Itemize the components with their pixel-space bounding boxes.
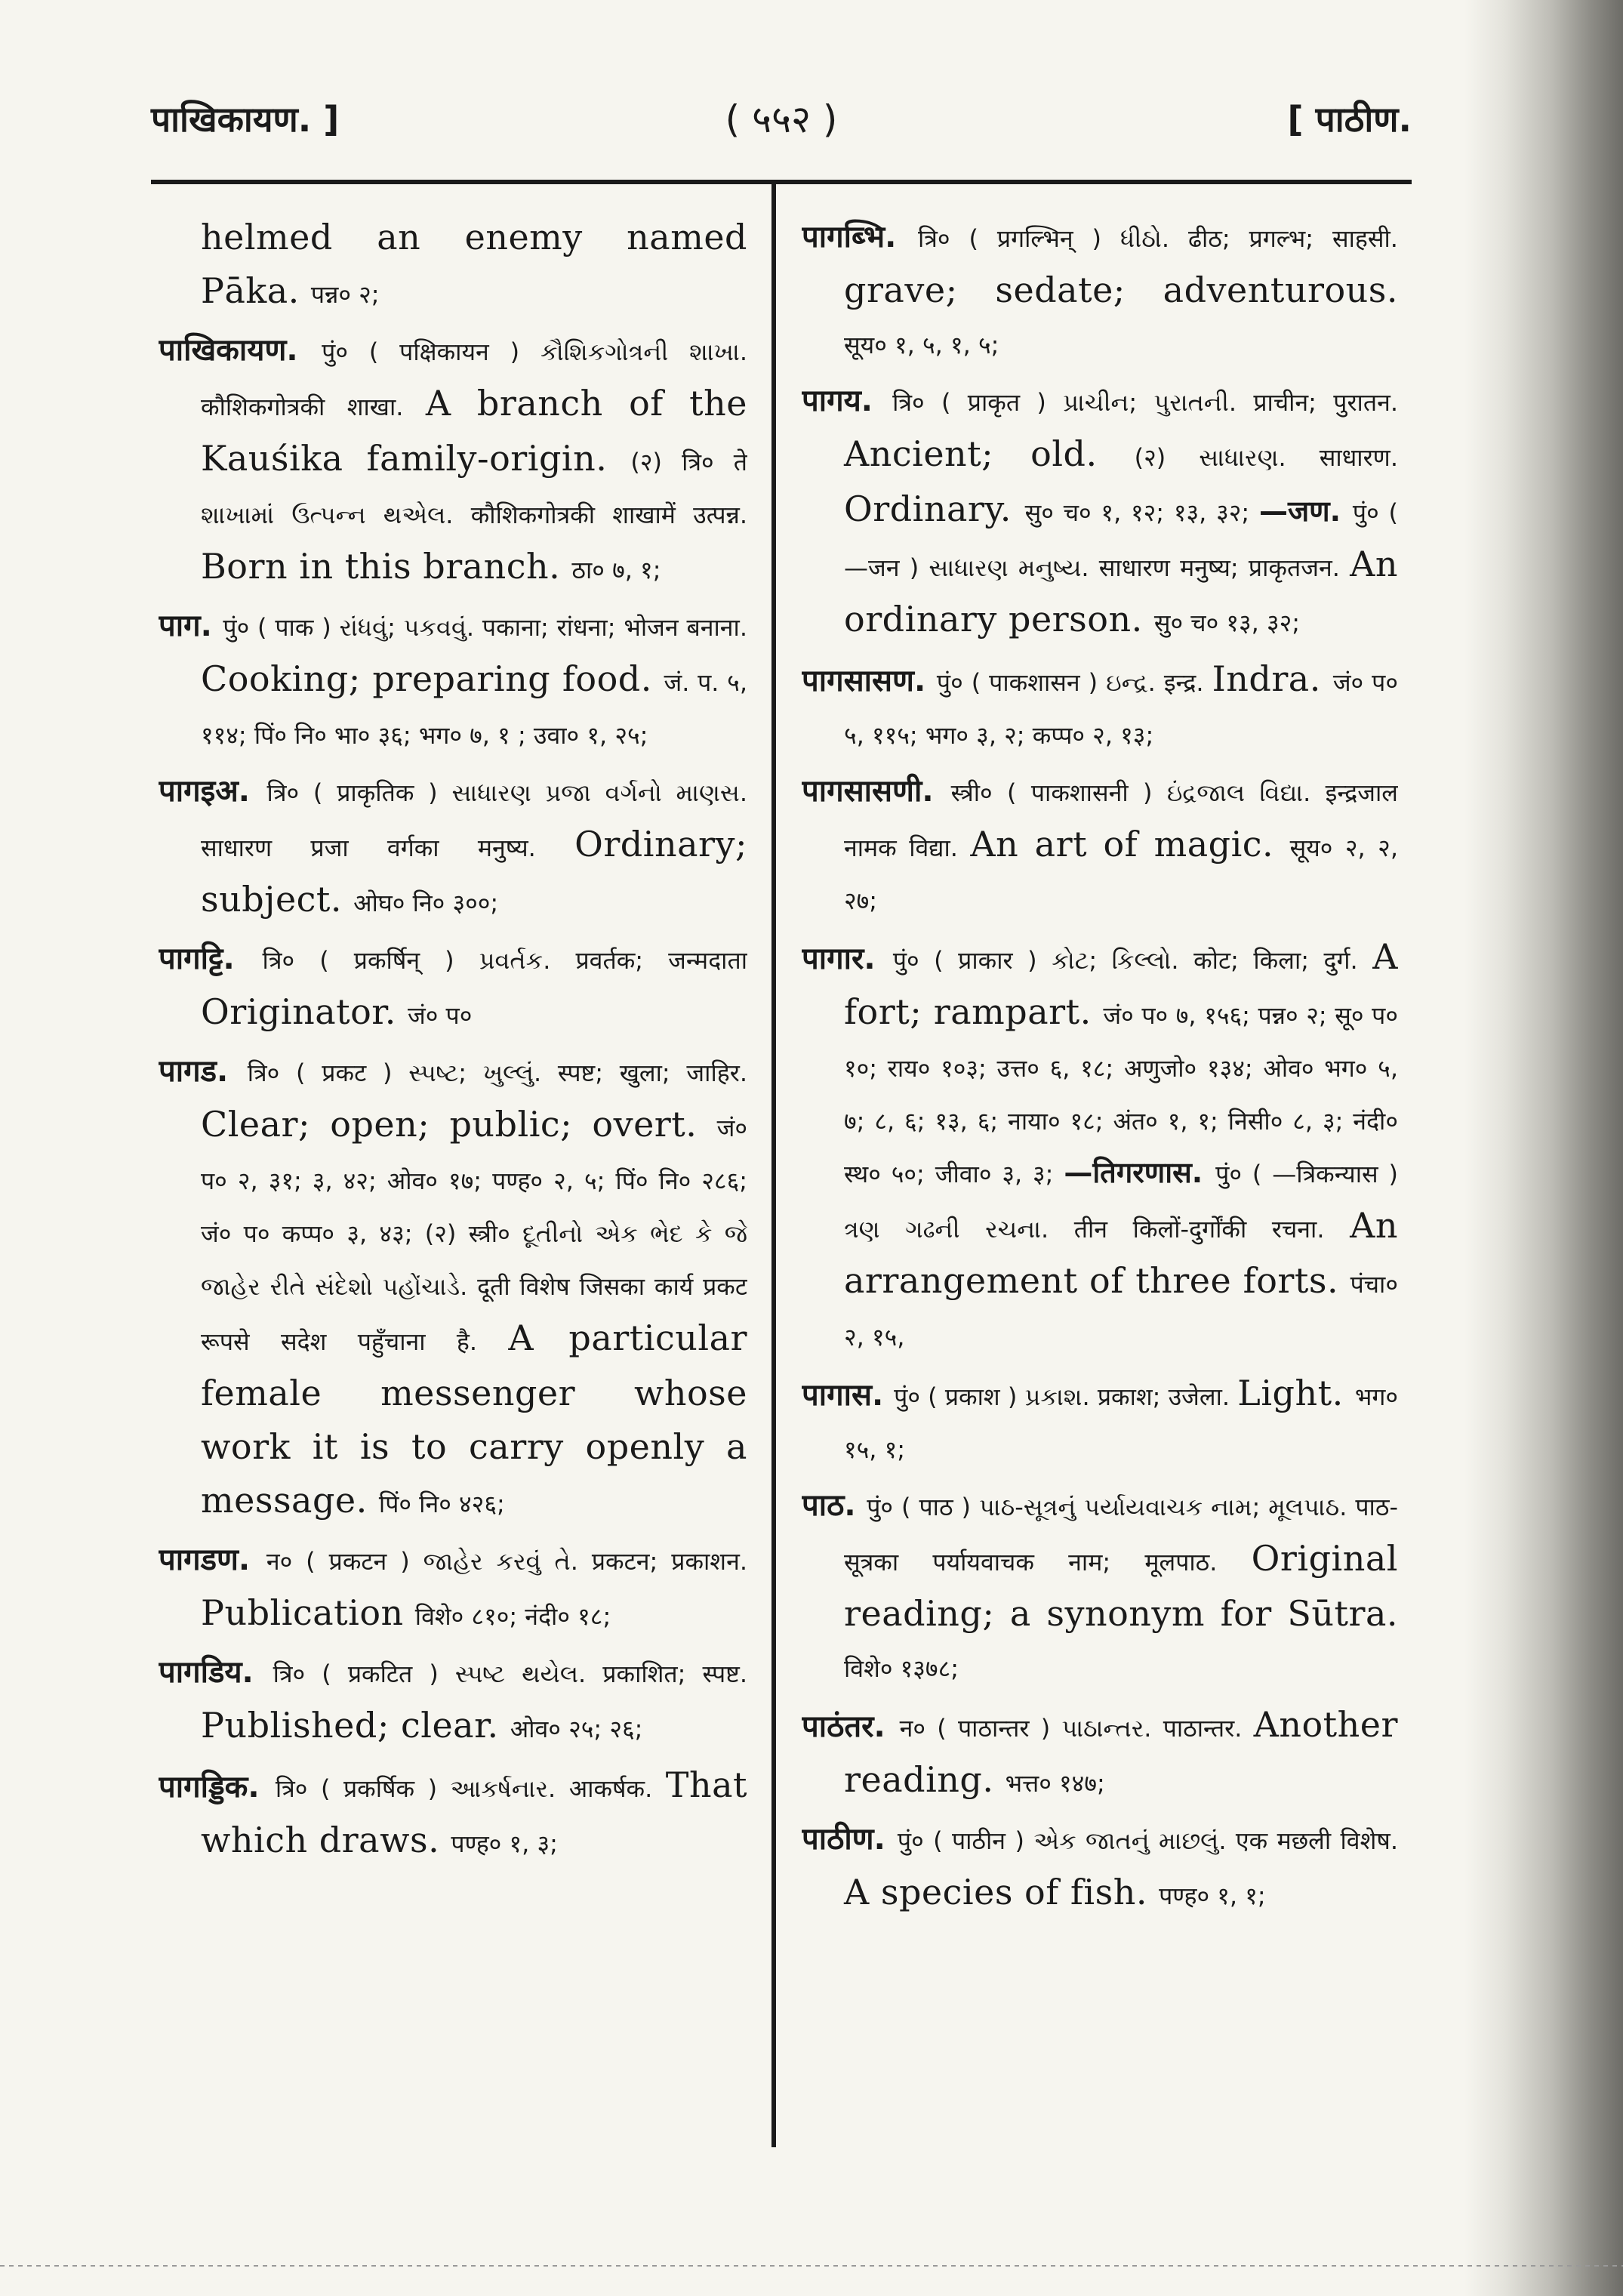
grammar-note: पुं० ( पाक ): [223, 613, 340, 642]
english-definition: Indra.: [1212, 658, 1333, 699]
native-definition: પ્રકાશ. प्रकाश; उजेला.: [1024, 1382, 1238, 1411]
native-definition: ધીઠો. ढीठ; प्रगल्भ; साहसी.: [1119, 224, 1398, 253]
dictionary-entry: [159, 1534, 747, 1642]
grammar-note: त्रि० ( प्रकर्षिक ): [275, 1774, 451, 1803]
native-definition: જાહેર કરવું તે. प्रकटन; प्रकाशन.: [423, 1547, 747, 1576]
grammar-note: पुं० ( पाठ ): [867, 1493, 980, 1521]
left-column: [159, 211, 747, 2174]
native-definition: કોટ; કિલ્લો. कोट; किला; दुर्ग.: [1052, 946, 1373, 975]
headword: पागडिय.: [159, 1655, 273, 1690]
grammar-note: पुं० ( पाकशासन ): [936, 668, 1107, 697]
grammar-note: पुं० ( प्राकार ): [892, 946, 1052, 975]
compound-native: ત્રણ ગઢની રચના. तीन किलों-दुर्गोंकी रचना.: [844, 1215, 1350, 1244]
references: विशे० ८१०; नंदी० १८;: [414, 1602, 611, 1631]
compound-grammar: पुं० ( —जन ): [844, 498, 1398, 582]
compound-headword: —जण.: [1258, 495, 1353, 528]
grammar-note: पुं० ( प्रकाश ): [894, 1382, 1025, 1411]
dictionary-entry: [159, 211, 747, 320]
headword: पागड.: [159, 1054, 248, 1089]
page-header: [151, 89, 1412, 149]
english-definition: helmed an enemy named Pāka.: [201, 217, 747, 311]
references: ठा० ७, १;: [571, 556, 661, 584]
english-definition: Clear; open; public; overt.: [201, 1104, 717, 1145]
headword: पाठ.: [802, 1488, 867, 1523]
english-definition: A fort; rampart.: [844, 936, 1398, 1032]
page-number: ( ५५२ ): [725, 97, 838, 141]
header-last-word: [ पाठीण.: [1287, 99, 1412, 140]
references: जं० प० २, ३१; ३, ४२; ओव० १७; पण्ह० २, ५; पिं० नि० २८६; जं० प० कप्प० ३, ४३;: [201, 1114, 747, 1248]
references: ओघ० नि० ३००;: [353, 889, 499, 917]
dictionary-entry: [802, 766, 1398, 926]
english-definition: Ordinary; subject.: [201, 824, 747, 920]
english-definition: Light.: [1237, 1373, 1355, 1413]
grammar-note: त्रि० ( प्रकट ): [247, 1059, 409, 1087]
headword: पागास.: [802, 1378, 895, 1413]
headword: पागट्टि.: [159, 942, 263, 976]
sub-english-definition: Born in this branch.: [201, 546, 572, 587]
headword: पाठीण.: [802, 1822, 898, 1857]
native-definition: સાધારણ પ્રજા વર્ગનો માણસ. साधारण प्रजा वर्गका मनुष्य.: [201, 778, 747, 862]
references: जं० प० ७, १५६; पन्न० २; सू० प० १०; राय० १०३; उत्त० ६, १८; अणुजो० १३४; ओव० भग० ५, ७; ८, ६; १३, ६; नाया० १८; अंत० १, १; निसी० ८, ३; नंदी० स्थ० ५०; जीवा० ३, ३;: [844, 1001, 1398, 1188]
grammar-note: त्रि० ( प्रगल्भिन् ): [917, 224, 1120, 253]
dictionary-entry: [802, 1814, 1398, 1922]
compound-english: An ordinary person.: [844, 544, 1398, 639]
headword: पागसासणी.: [802, 774, 951, 809]
dictionary-entry: [802, 1367, 1398, 1475]
grammar-note: न० ( पाठान्तर ): [899, 1714, 1062, 1743]
scan-bottom-edge: [0, 2265, 1623, 2267]
header-rule: [151, 180, 1412, 184]
english-definition: That which draws.: [201, 1764, 747, 1860]
grammar-note: पुं० ( पक्षिकायन ): [322, 337, 540, 366]
dictionary-entry: [159, 325, 747, 596]
dictionary-entry: [802, 211, 1398, 371]
right-column: [802, 211, 1398, 2174]
english-definition: Published; clear.: [201, 1705, 510, 1746]
dictionary-entry: [802, 1480, 1398, 1694]
references: जं० प० ५, ११५; भग० ३, २; कप्प० २, १३;: [844, 668, 1398, 750]
references: ओव० २५; २६;: [510, 1715, 643, 1743]
english-definition: Publication: [201, 1592, 415, 1633]
sub-english-definition: A particular female messenger whose work it is to carry openly a message.: [201, 1318, 747, 1521]
compound-references: सु० च० १३, ३२;: [1153, 609, 1301, 637]
native-definition: આકર્ષનાર. आकर्षक.: [450, 1774, 666, 1803]
native-definition: પ્રવર્તક. प्रवर्तक; जन्मदाता: [479, 946, 747, 975]
sub-english-definition: Ordinary.: [844, 488, 1025, 529]
references: सूय० १, ५, १, ५;: [844, 331, 999, 359]
compound-native: સાધારણ મનુષ્ય. साधारण मनुष्य; प्राकृतजन.: [929, 553, 1350, 582]
references: जं. प. ५, ११४; पिं० नि० भा० ३६; भग० ७, १ ; उवा० १, २५;: [201, 668, 747, 750]
dictionary-entry: [802, 1699, 1398, 1809]
english-definition: Originator.: [201, 991, 408, 1032]
references: सूय० २, २, २७;: [844, 834, 1398, 915]
english-definition: A species of fish.: [844, 1872, 1160, 1912]
references: जं० प०: [407, 1001, 473, 1030]
native-definition: કૌશિકગોત્રની શાખા. कौशिकगोत्रकी शाखा.: [201, 337, 747, 421]
english-definition: An art of magic.: [970, 824, 1290, 864]
dictionary-entry: [802, 931, 1398, 1363]
dictionary-entry: [159, 1647, 747, 1755]
dictionary-entry: [159, 766, 747, 929]
references: विशे० १३७८;: [844, 1654, 959, 1683]
grammar-note: त्रि० ( प्राकृतिक ): [266, 778, 452, 807]
sub-references: सु० च० १, १२; १३, ३२;: [1024, 498, 1259, 527]
native-definition: સ્પષ્ટ થયેલ. प्रकाशित; स्पष्ट.: [454, 1660, 747, 1688]
headword: पागइअ.: [159, 774, 267, 809]
grammar-note: त्रि० ( प्रकटित ): [273, 1660, 455, 1688]
english-definition: Ancient; old.: [844, 433, 1135, 474]
native-definition: ઇંદ્રજાલ વિદ્યા. इन्द्रजाल नामक विद्या.: [844, 778, 1398, 862]
references: भग० १५, १;: [844, 1382, 1398, 1464]
english-definition: grave; sedate; adventurous.: [844, 270, 1398, 310]
english-definition: Cooking; preparing food.: [201, 658, 664, 699]
grammar-note: न० ( प्रकटन ): [266, 1547, 423, 1576]
native-definition: રાંધવું; પકવવું. पकाना; रांधना; भोजन बनाना.: [339, 613, 747, 642]
dictionary-entry: [802, 653, 1398, 761]
headword: पाग.: [159, 609, 223, 643]
headword: पागडण.: [159, 1542, 266, 1577]
references: पन्न० २;: [310, 280, 380, 309]
compound-headword: —तिगरणास.: [1064, 1156, 1216, 1189]
binding-shadow: [1464, 0, 1623, 2296]
english-definition: A branch of the Kauśika family-origin.: [201, 383, 747, 479]
grammar-note: पुं० ( पाठीन ): [897, 1826, 1034, 1855]
dictionary-entry: [159, 1046, 747, 1530]
english-definition: Original reading; a synonym for Sūtra.: [844, 1538, 1398, 1634]
native-definition: ઇન્દ્ર. इन्द्र.: [1106, 668, 1212, 697]
references: भत्त० १४७;: [1005, 1769, 1105, 1798]
sub-sense: (२) त्रि० ते શાખામાં ઉત્પન્ન થએલ. कौशिकगोत्रकी शाखामें उत्पन्न.: [201, 448, 747, 529]
headword: पाखिकायण.: [159, 333, 322, 368]
native-definition: એક જાતનું માછલું. एक मछली विशेष.: [1033, 1826, 1398, 1855]
dictionary-entry: [802, 375, 1398, 649]
native-definition: પાઠ-સૂત્રનું પર્યાયવાચક નામ; મૂલપાઠ. पाठ-सूत्रका पर्यायवाचक नाम; मूलपाठ.: [844, 1493, 1398, 1576]
compound-grammar: पुं० ( —त्रिकन्यास ): [1215, 1160, 1398, 1188]
native-definition: પાઠાન્તર. पाठान्तर.: [1061, 1714, 1254, 1743]
grammar-note: त्रि० ( प्राकृत ): [892, 388, 1064, 417]
native-definition: સ્પષ્ટ; ખુલ્લું. स्पष्ट; खुला; जाहिर.: [408, 1059, 747, 1087]
headword: पागड्डिक.: [159, 1770, 276, 1804]
english-definition: Another reading.: [844, 1704, 1398, 1800]
headword: पागसासण.: [802, 664, 937, 698]
headword: पागार.: [802, 942, 893, 976]
grammar-note: स्त्री० ( पाकशासनी ): [950, 778, 1167, 807]
compound-english: An arrangement of three forts.: [844, 1205, 1398, 1301]
headword: पागय.: [802, 384, 893, 418]
references: पण्ह० १, १;: [1159, 1881, 1266, 1910]
references: पण्ह० १, ३;: [451, 1829, 558, 1858]
column-divider: [771, 184, 776, 2147]
sub-sense: (२) स्त्री० દૂતીનો એક ભેદ કે જે જાહેર રીતે સંદેશો પહોંચાડે. दूती विशेष जिसका कार्य प्रकट रूपसे सदेश पहुँचाना है.: [201, 1219, 747, 1356]
dictionary-entry: [159, 933, 747, 1041]
dictionary-entry: [159, 1759, 747, 1869]
sub-references: पिं० नि० ४२६;: [378, 1490, 505, 1518]
compound-references: पंचा० २, १५,: [844, 1270, 1398, 1351]
header-first-word: पाखिकायण. ]: [151, 99, 340, 140]
sub-sense: (२) સાધારણ. साधारण.: [1134, 443, 1398, 472]
dictionary-entry: [159, 600, 747, 761]
headword: पागब्भि.: [802, 220, 918, 254]
headword: पाठंतर.: [802, 1709, 900, 1744]
native-definition: પ્રાચીન; પુરાતની. प्राचीन; पुरातन.: [1063, 388, 1398, 417]
grammar-note: त्रि० ( प्रकर्षिन् ): [262, 946, 479, 975]
